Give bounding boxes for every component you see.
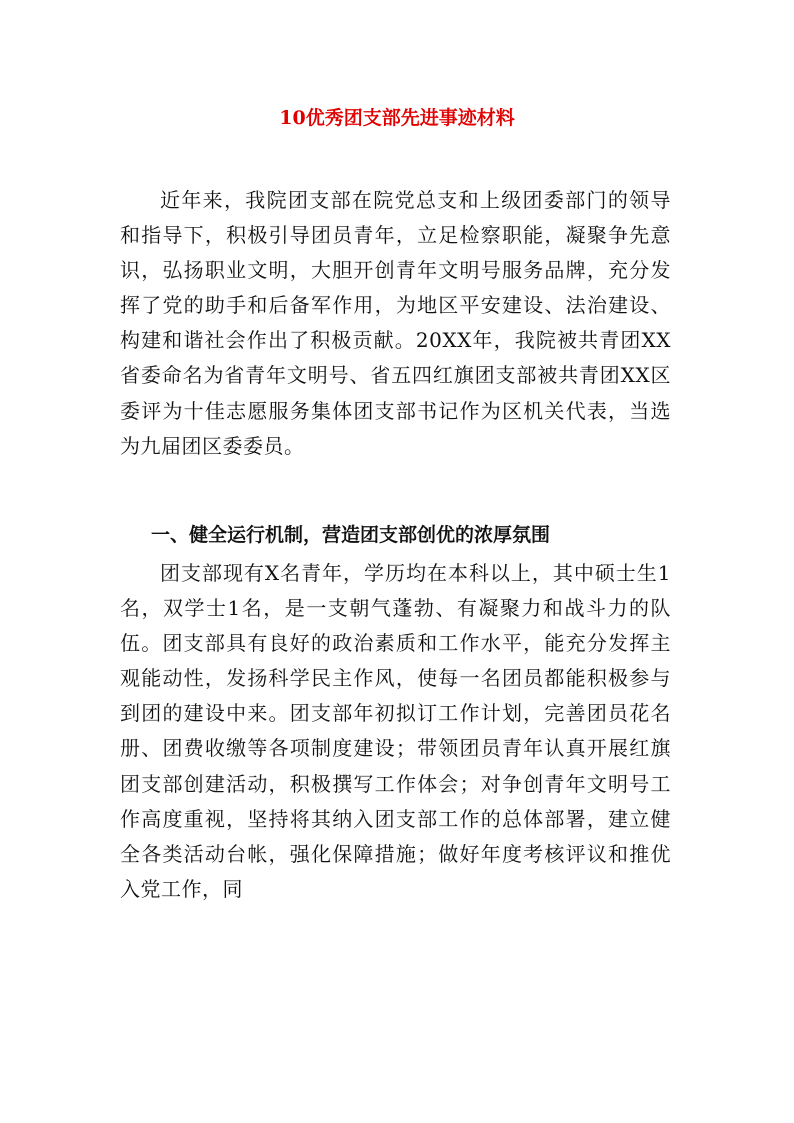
document-title: 10优秀团支部先进事迹材料 [279, 107, 515, 129]
intro-paragraph: 近年来，我院团支部在院党总支和上级团委部门的领导和指导下，积极引导团员青年，立足检察职能，凝聚争先意识，弘扬职业文明，大胆开创青年文明号服务品牌，充分发挥了党的助手和后备军作用，为地区平安建设、法治建设、构建和谐社会作出了积极贡献。20XX年，我院被共青团XX省委命名为省青年文明号、省五四红旗团支部被共青团XX区委评为十佳志愿服务集体团支部书记作为区机关代表，当选为九届团区委委员。 [120, 188, 671, 458]
section-heading: 一、健全运行机制，营造团支部创优的浓厚氛围 [151, 524, 551, 546]
section-paragraph: 团支部现有X名青年，学历均在本科以上，其中硕士生1名，双学士1名，是一支朝气蓬勃、有凝聚力和战斗力的队伍。团支部具有良好的政治素质和工作水平，能充分发挥主观能动性，发扬科学民主作风，使每一名团员都能积极参与到团的建设中来。团支部年初拟订工作计划，完善团员花名册、团费收缴等各项制度建设；带领团员青年认真开展红旗团支部创建活动，积极撰写工作体会；对争创青年文明号工作高度重视，坚持将其纳入团支部工作的总体部署，建立健全各类活动台帐，强化保障措施；做好年度考核评议和推优入党工作，同 [120, 561, 671, 901]
